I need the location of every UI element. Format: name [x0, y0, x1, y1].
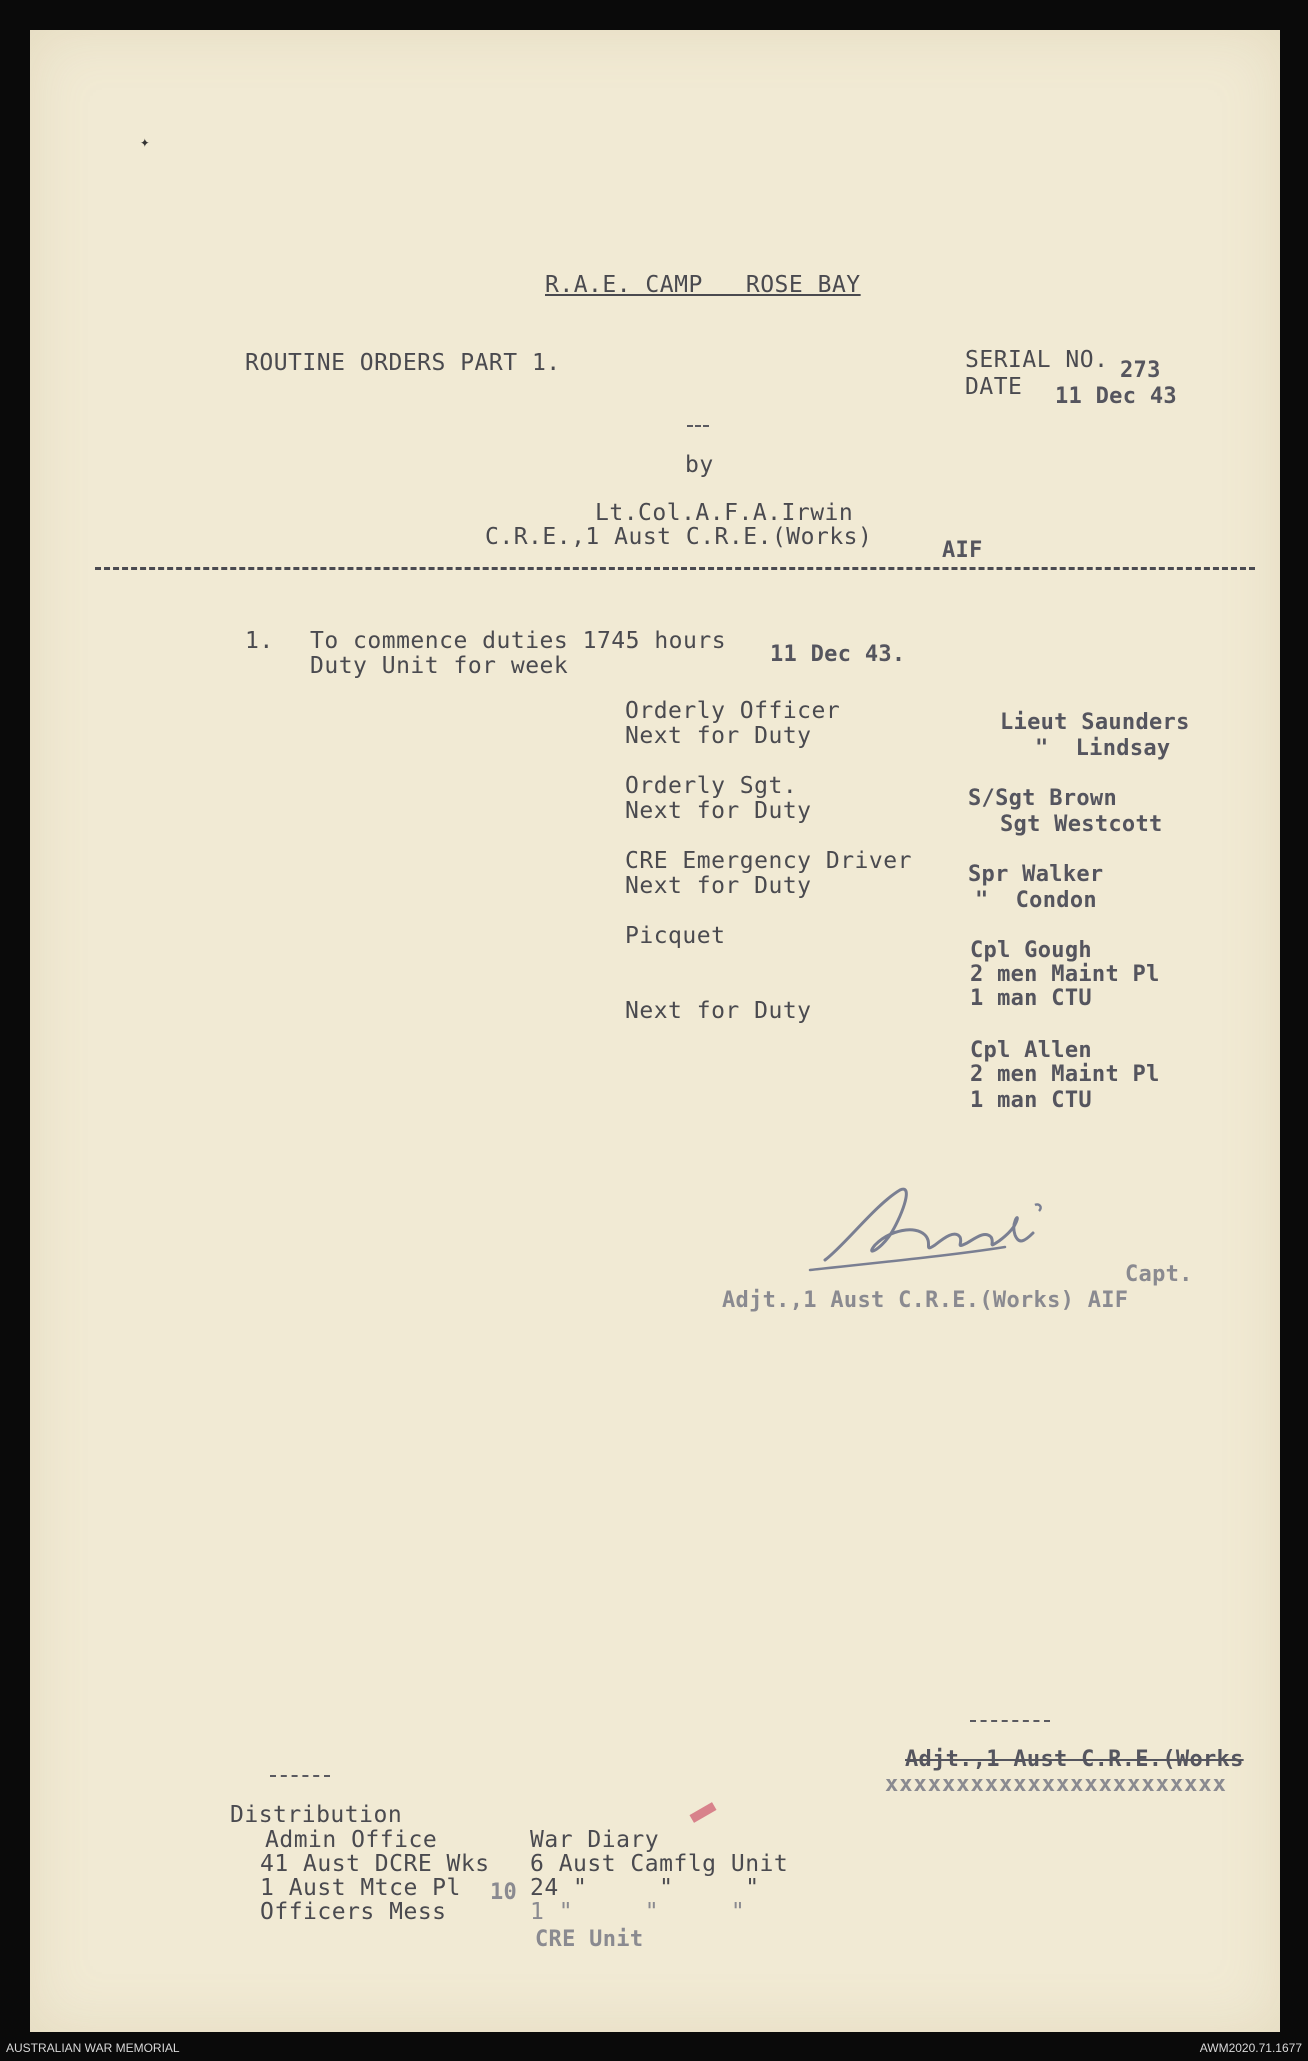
serial-label: SERIAL NO. — [965, 347, 1109, 373]
picquet-line: 2 men Maint Pl — [970, 962, 1160, 987]
signature-rank: Capt. — [1125, 1262, 1193, 1287]
distribution-left-item: Officers Mess — [260, 1899, 447, 1925]
picquet-line: 1 man CTU — [970, 986, 1092, 1011]
duty-assignee: " Condon — [975, 888, 1097, 913]
signature-block: Adjt.,1 Aust C.R.E.(Works) AIF — [722, 1288, 1129, 1313]
duty-role: Orderly Sgt. — [625, 773, 798, 799]
duty-assignee: " Lindsay — [1035, 736, 1171, 761]
document-title: R.A.E. CAMP ROSE BAY — [545, 272, 861, 298]
picquet-label: Picquet — [625, 923, 726, 949]
struck-out-line: xxxxxxxxxxxxxxxxxxxxxxxx — [885, 1772, 1227, 1797]
short-dash — [687, 425, 709, 427]
serial-value: 273 — [1120, 358, 1161, 383]
item-date-stamp: 11 Dec 43. — [770, 642, 906, 667]
officer-aif: AIF — [942, 538, 983, 563]
duty-role: Next for Duty — [625, 723, 812, 749]
duty-assignee: S/Sgt Brown — [968, 786, 1117, 811]
footer-source: AUSTRALIAN WAR MEMORIAL — [6, 2041, 180, 2055]
duty-role: Next for Duty — [625, 798, 812, 824]
footer-accession: AWM2020.71.1677 — [1199, 2041, 1302, 2055]
ink-spot-mark: ✦ — [140, 132, 150, 151]
distribution-count: 10 — [490, 1880, 518, 1905]
officer-name: Lt.Col.A.F.A.Irwin — [595, 500, 854, 526]
distribution-left-item: 1 Aust Mtce Pl — [260, 1875, 461, 1901]
distribution-right-item: 24 " " " — [530, 1875, 760, 1901]
item-number: 1. — [245, 628, 274, 654]
section-divider — [95, 567, 1255, 570]
duty-role: Orderly Officer — [625, 698, 841, 724]
by-label: by — [685, 452, 714, 478]
distribution-title: Distribution — [230, 1802, 403, 1828]
duty-assignee: Sgt Westcott — [1000, 812, 1163, 837]
picquet-line: Cpl Gough — [970, 938, 1092, 963]
document-page — [30, 30, 1280, 2032]
distribution-right-item: War Diary — [530, 1827, 660, 1853]
picquet-next-line: Cpl Allen — [970, 1038, 1092, 1063]
routine-orders-label: ROUTINE ORDERS PART 1. — [245, 350, 561, 376]
officer-role: C.R.E.,1 Aust C.R.E.(Works) — [485, 524, 873, 550]
short-dash — [970, 1720, 1050, 1722]
picquet-next-line: 2 men Maint Pl — [970, 1062, 1160, 1087]
distribution-left-item: Admin Office — [265, 1827, 438, 1853]
item-line-2: Duty Unit for week — [310, 653, 569, 679]
short-dash — [270, 1775, 330, 1777]
distribution-right-item: 6 Aust Camflg Unit — [530, 1851, 789, 1877]
picquet-next-line: 1 man CTU — [970, 1088, 1092, 1113]
date-value: 11 Dec 43 — [1055, 384, 1177, 409]
duty-role: CRE Emergency Driver — [625, 848, 912, 874]
duty-assignee: Lieut Saunders — [1000, 710, 1190, 735]
distribution-right-item: 1 " " " — [530, 1899, 746, 1925]
date-label: DATE — [965, 374, 1023, 400]
distribution-left-item: 41 Aust DCRE Wks — [260, 1851, 490, 1877]
duty-assignee: Spr Walker — [968, 862, 1104, 887]
picquet-next-label: Next for Duty — [625, 998, 812, 1024]
distribution-right-item: CRE Unit — [535, 1927, 644, 1952]
lower-adjutant-block: Adjt.,1 Aust C.R.E.(Works — [905, 1747, 1244, 1772]
item-line-1: To commence duties 1745 hours — [310, 628, 727, 654]
duty-role: Next for Duty — [625, 873, 812, 899]
handwritten-signature — [805, 1175, 1085, 1285]
